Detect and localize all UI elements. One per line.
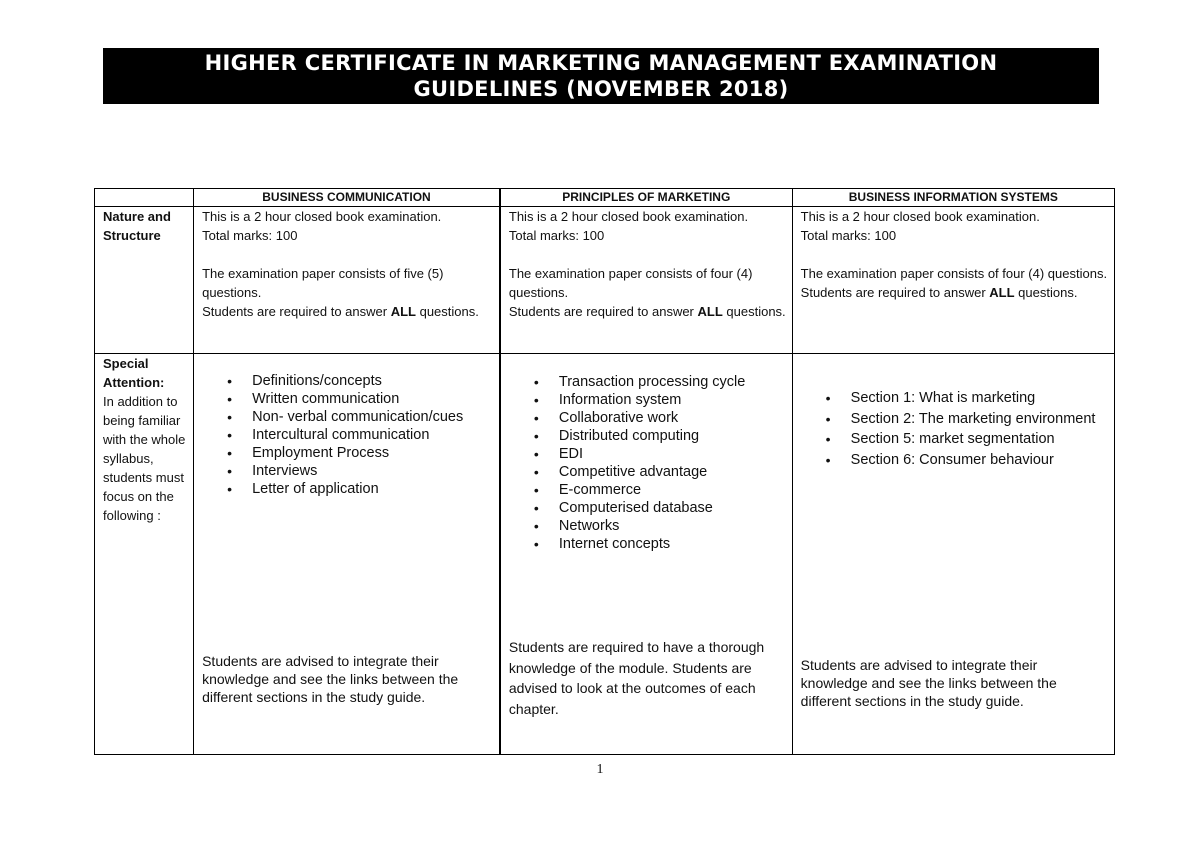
bc-marks: Total marks: 100: [202, 228, 298, 243]
bc-topic-item: • Non- verbal communication/cues: [252, 408, 493, 426]
pm-topic-item: • Computerised database: [559, 499, 786, 517]
bc-topic-item: • Interviews: [252, 462, 493, 480]
nature-structure-label: Nature and Structure: [95, 207, 194, 354]
title-line-2: GUIDELINES (NOVEMBER 2018): [413, 77, 789, 101]
nature-bc-cell: [194, 207, 500, 354]
bc-topic-item: • Intercultural communication: [252, 426, 493, 444]
bis-topic-list: [801, 388, 1108, 470]
bis-advice: Students are advised to integrate their knowledge and see the links between the different sections in the study guide.: [800, 657, 1057, 709]
special-attention-row: [95, 354, 1115, 755]
special-pm-cell: [500, 354, 792, 755]
pm-topic-item: • E-commerce: [559, 481, 786, 499]
bis-paper: The examination paper consists of four (4) questions.: [800, 266, 1108, 281]
nature-pm-cell: [500, 207, 792, 354]
pm-marks: Total marks: 100: [508, 228, 605, 243]
bc-topic-item: • Definitions/concepts: [252, 372, 493, 390]
pm-topic-item: • Collaborative work: [559, 409, 786, 427]
header-business-communication: BUSINESS COMMUNICATION: [194, 189, 500, 207]
pm-topic-item: • Transaction processing cycle: [559, 373, 786, 391]
header-business-information-systems: BUSINESS INFORMATION SYSTEMS: [792, 189, 1114, 207]
header-empty: [95, 189, 194, 207]
bc-duration: This is a 2 hour closed book examination.: [202, 209, 442, 224]
pm-topic-item: • Networks: [559, 517, 786, 535]
special-bc-cell: [194, 354, 500, 755]
bis-topic-item: • Section 1: What is marketing: [851, 388, 1108, 409]
pm-topic-item: • Information system: [559, 391, 786, 409]
title-line-1: HIGHER CERTIFICATE IN MARKETING MANAGEMENT EXAMINATION: [204, 51, 998, 75]
exam-guidelines-table: [94, 188, 1115, 755]
bis-topic-item: • Section 5: market segmentation: [851, 429, 1108, 450]
header-principles-of-marketing: PRINCIPLES OF MARKETING: [500, 189, 792, 207]
bc-topic-list: [202, 372, 493, 498]
special-attention-label: Special Attention: In addition to being familiar with the whole syllabus, students must focus on the following :: [95, 354, 194, 755]
pm-topic-list: [509, 373, 786, 553]
bc-topic-item: • Letter of application: [252, 480, 493, 498]
bis-topic-item: • Section 2: The marketing environment: [851, 409, 1108, 430]
special-bis-cell: [792, 354, 1114, 755]
bis-duration: This is a 2 hour closed book examination.: [800, 209, 1040, 224]
bis-topic-item: • Section 6: Consumer behaviour: [851, 450, 1108, 471]
bis-answer: Students are required to answer ALL questions.: [800, 285, 1078, 300]
pm-topic-item: • Internet concepts: [559, 535, 786, 553]
nature-bis-cell: [792, 207, 1114, 354]
pm-answer: Students are required to answer ALL questions.: [508, 304, 786, 319]
pm-duration: This is a 2 hour closed book examination.: [508, 209, 749, 224]
pm-paper: The examination paper consists of four (4) questions.: [508, 266, 753, 300]
bc-answer: Students are required to answer ALL questions.: [202, 304, 479, 319]
document-title: [103, 48, 1099, 104]
bis-marks: Total marks: 100: [800, 228, 897, 243]
pm-advice: Students are required to have a thorough knowledge of the module. Students are advised to look at the outcomes of each chapter.: [508, 639, 765, 717]
pm-topic-item: • Competitive advantage: [559, 463, 786, 481]
bc-advice: Students are advised to integrate their knowledge and see the links between the different sections in the study guide.: [202, 653, 459, 705]
header-row: [95, 189, 1115, 207]
page-number: 1: [596, 762, 604, 777]
pm-topic-item: • Distributed computing: [559, 427, 786, 445]
bc-topic-item: • Employment Process: [252, 444, 493, 462]
pm-topic-item: • EDI: [559, 445, 786, 463]
bc-topic-item: • Written communication: [252, 390, 493, 408]
nature-structure-row: [95, 207, 1115, 354]
bc-paper: The examination paper consists of five (5) questions.: [202, 266, 444, 300]
